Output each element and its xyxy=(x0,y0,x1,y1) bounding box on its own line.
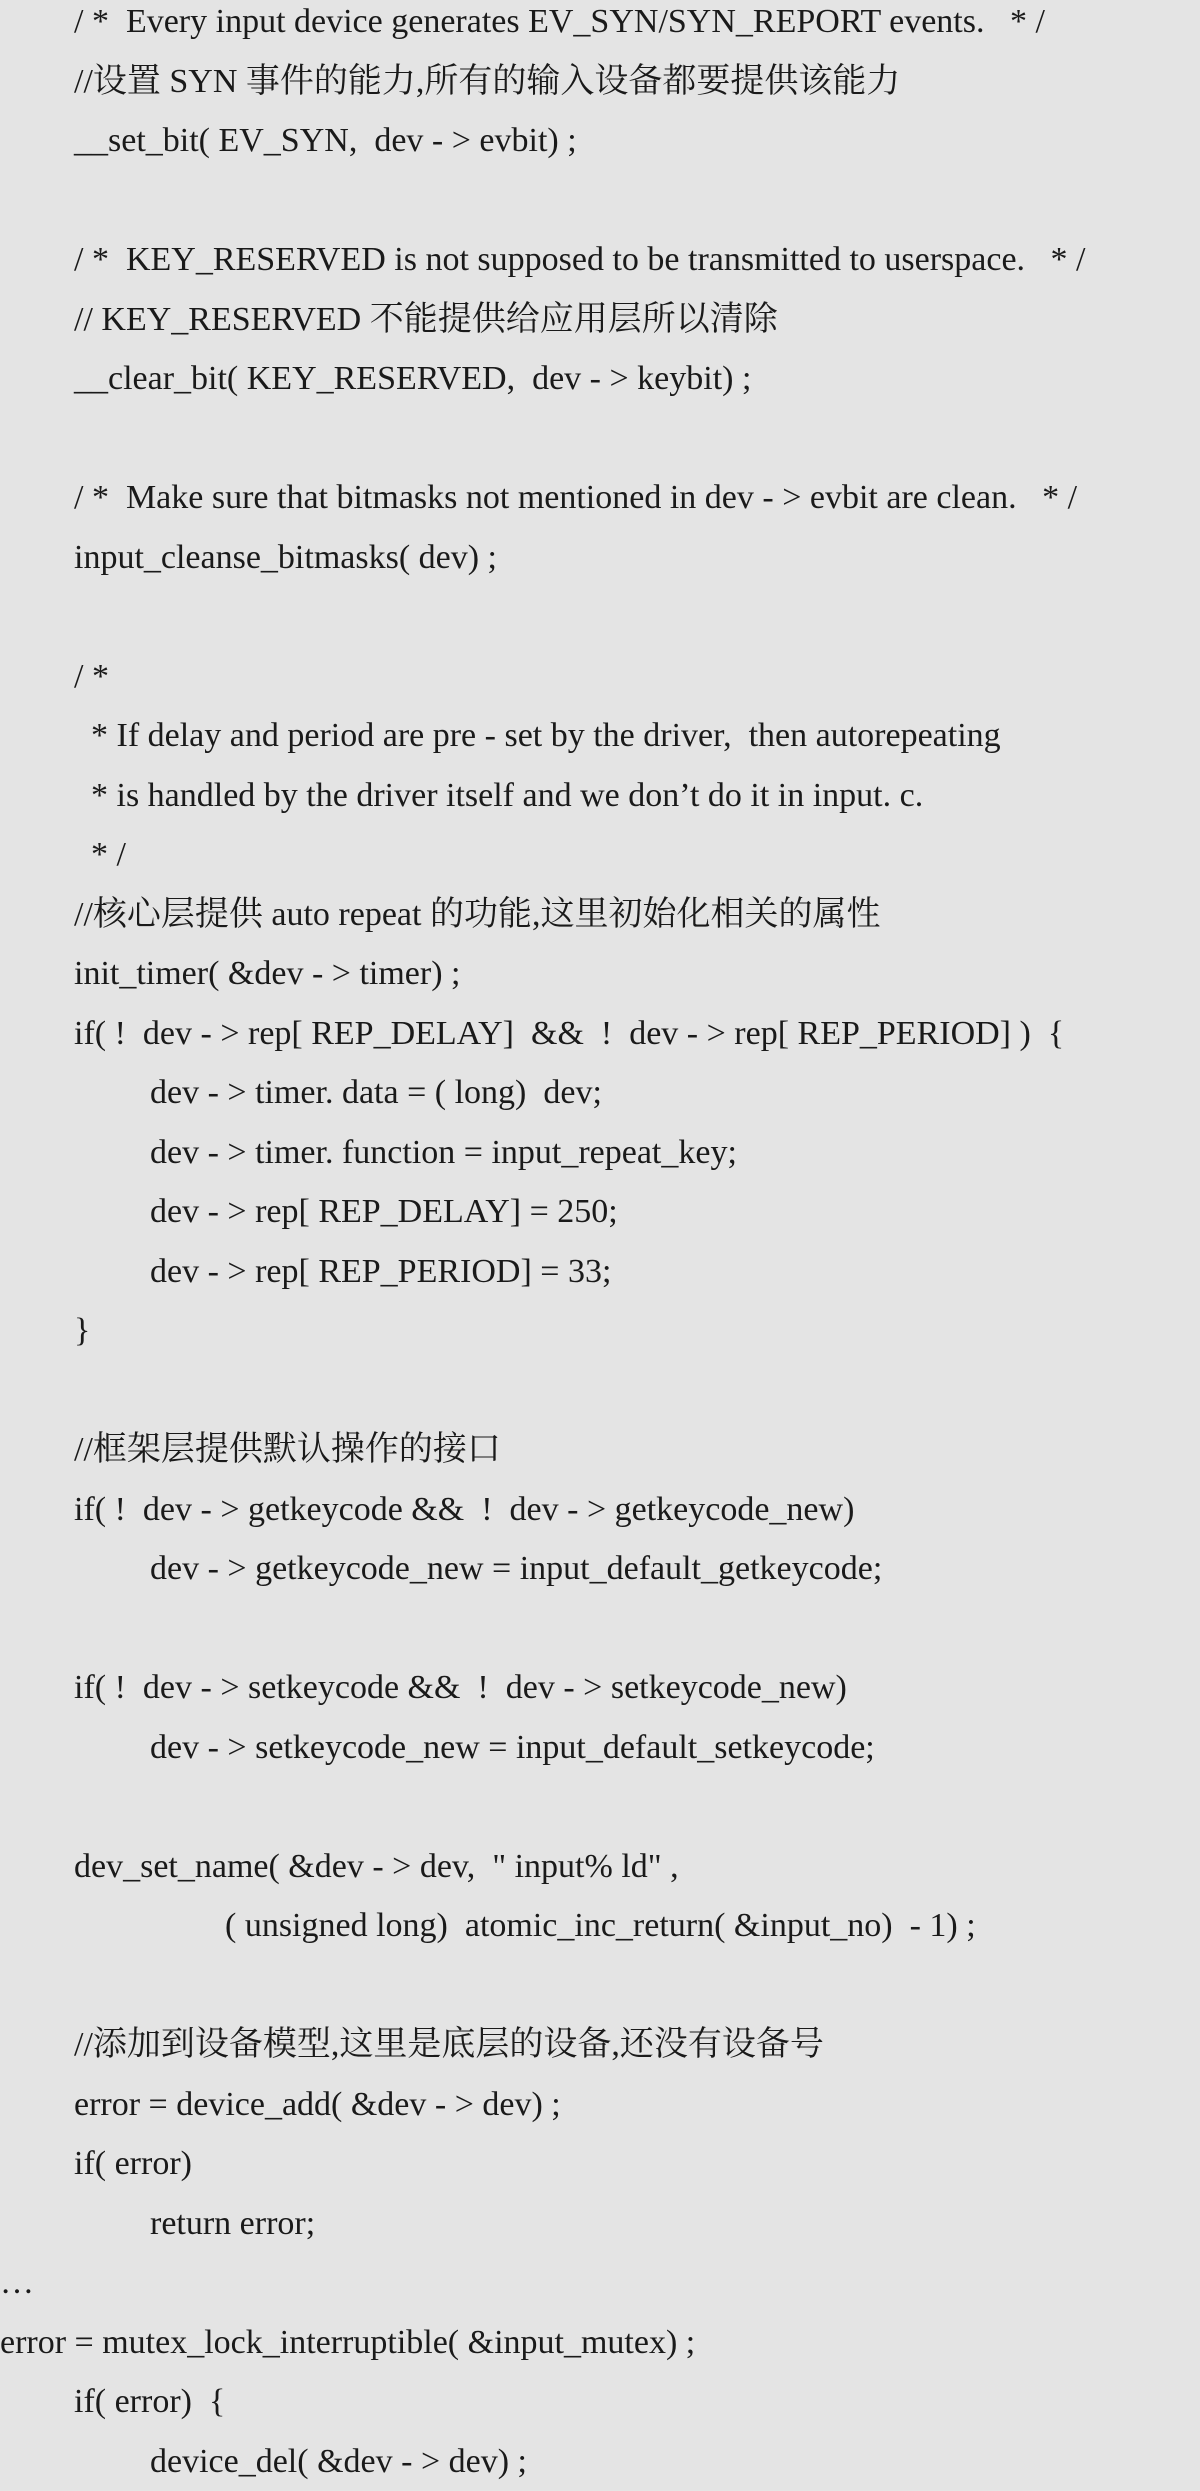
code-line: ( unsigned long) atomic_inc_return( &input_no) - 1) ; xyxy=(225,1907,976,1944)
code-line: init_timer( &dev - > timer) ; xyxy=(74,955,461,992)
code-line: if( ! dev - > rep[ REP_DELAY] && ! dev - > rep[ REP_PERIOD] ) { xyxy=(74,1014,1065,1052)
code-line: __clear_bit( KEY_RESERVED, dev - > keybit) ; xyxy=(74,360,752,397)
code-line: //核心层提供 auto repeat 的功能,这里初始化相关的属性 xyxy=(74,895,881,933)
code-line: if( ! dev - > getkeycode && ! dev - > getkeycode_new) xyxy=(74,1490,855,1528)
code-line: input_cleanse_bitmasks( dev) ; xyxy=(74,538,498,576)
code-line: * If delay and period are pre - set by the driver, then autorepeating xyxy=(74,717,1001,754)
code-line: … xyxy=(0,2264,34,2301)
code-line: // KEY_RESERVED 不能提供给应用层所以清除 xyxy=(74,300,778,338)
code-line: //框架层提供默认操作的接口 xyxy=(74,1431,501,1468)
code-line: __set_bit( EV_SYN, dev - > evbit) ; xyxy=(74,122,577,159)
code-line: dev - > rep[ REP_PERIOD] = 33; xyxy=(150,1252,612,1290)
code-line: dev - > timer. function = input_repeat_key; xyxy=(150,1133,737,1171)
code-line: device_del( &dev - > dev) ; xyxy=(150,2442,527,2480)
code-line: if( error) { xyxy=(74,2383,226,2420)
code-line: dev_set_name( &dev - > dev, " input% ld" , xyxy=(74,1847,679,1885)
code-line: / * Every input device generates EV_SYN/SYN_REPORT events. * / xyxy=(74,3,1045,40)
code-line: / * Make sure that bitmasks not mentioned in dev - > evbit are clean. * / xyxy=(74,479,1078,516)
code-line: / * xyxy=(74,657,109,695)
code-line: dev - > rep[ REP_DELAY] = 250; xyxy=(150,1193,618,1230)
code-line: //设置 SYN 事件的能力,所有的输入设备都要提供该能力 xyxy=(74,62,901,100)
code-line: dev - > timer. data = ( long) dev; xyxy=(150,1074,602,1111)
code-line: * / xyxy=(74,836,126,873)
code-line: return error; xyxy=(150,2204,316,2242)
code-line: if( error) xyxy=(74,2145,192,2182)
code-line: dev - > getkeycode_new = input_default_getkeycode; xyxy=(150,1550,883,1587)
code-line: error = device_add( &dev - > dev) ; xyxy=(74,2085,561,2123)
code-line: error = mutex_lock_interruptible( &input_mutex) ; xyxy=(0,2323,696,2361)
code-line: / * KEY_RESERVED is not supposed to be transmitted to userspace. * / xyxy=(74,241,1086,278)
code-line: dev - > setkeycode_new = input_default_setkeycode; xyxy=(150,1728,875,1766)
code-line: } xyxy=(74,1312,91,1349)
code-line: //添加到设备模型,这里是底层的设备,还没有设备号 xyxy=(74,2026,824,2063)
code-line: * is handled by the driver itself and we don’t do it in input. c. xyxy=(74,776,924,814)
code-line: if( ! dev - > setkeycode && ! dev - > setkeycode_new) xyxy=(74,1669,847,1706)
